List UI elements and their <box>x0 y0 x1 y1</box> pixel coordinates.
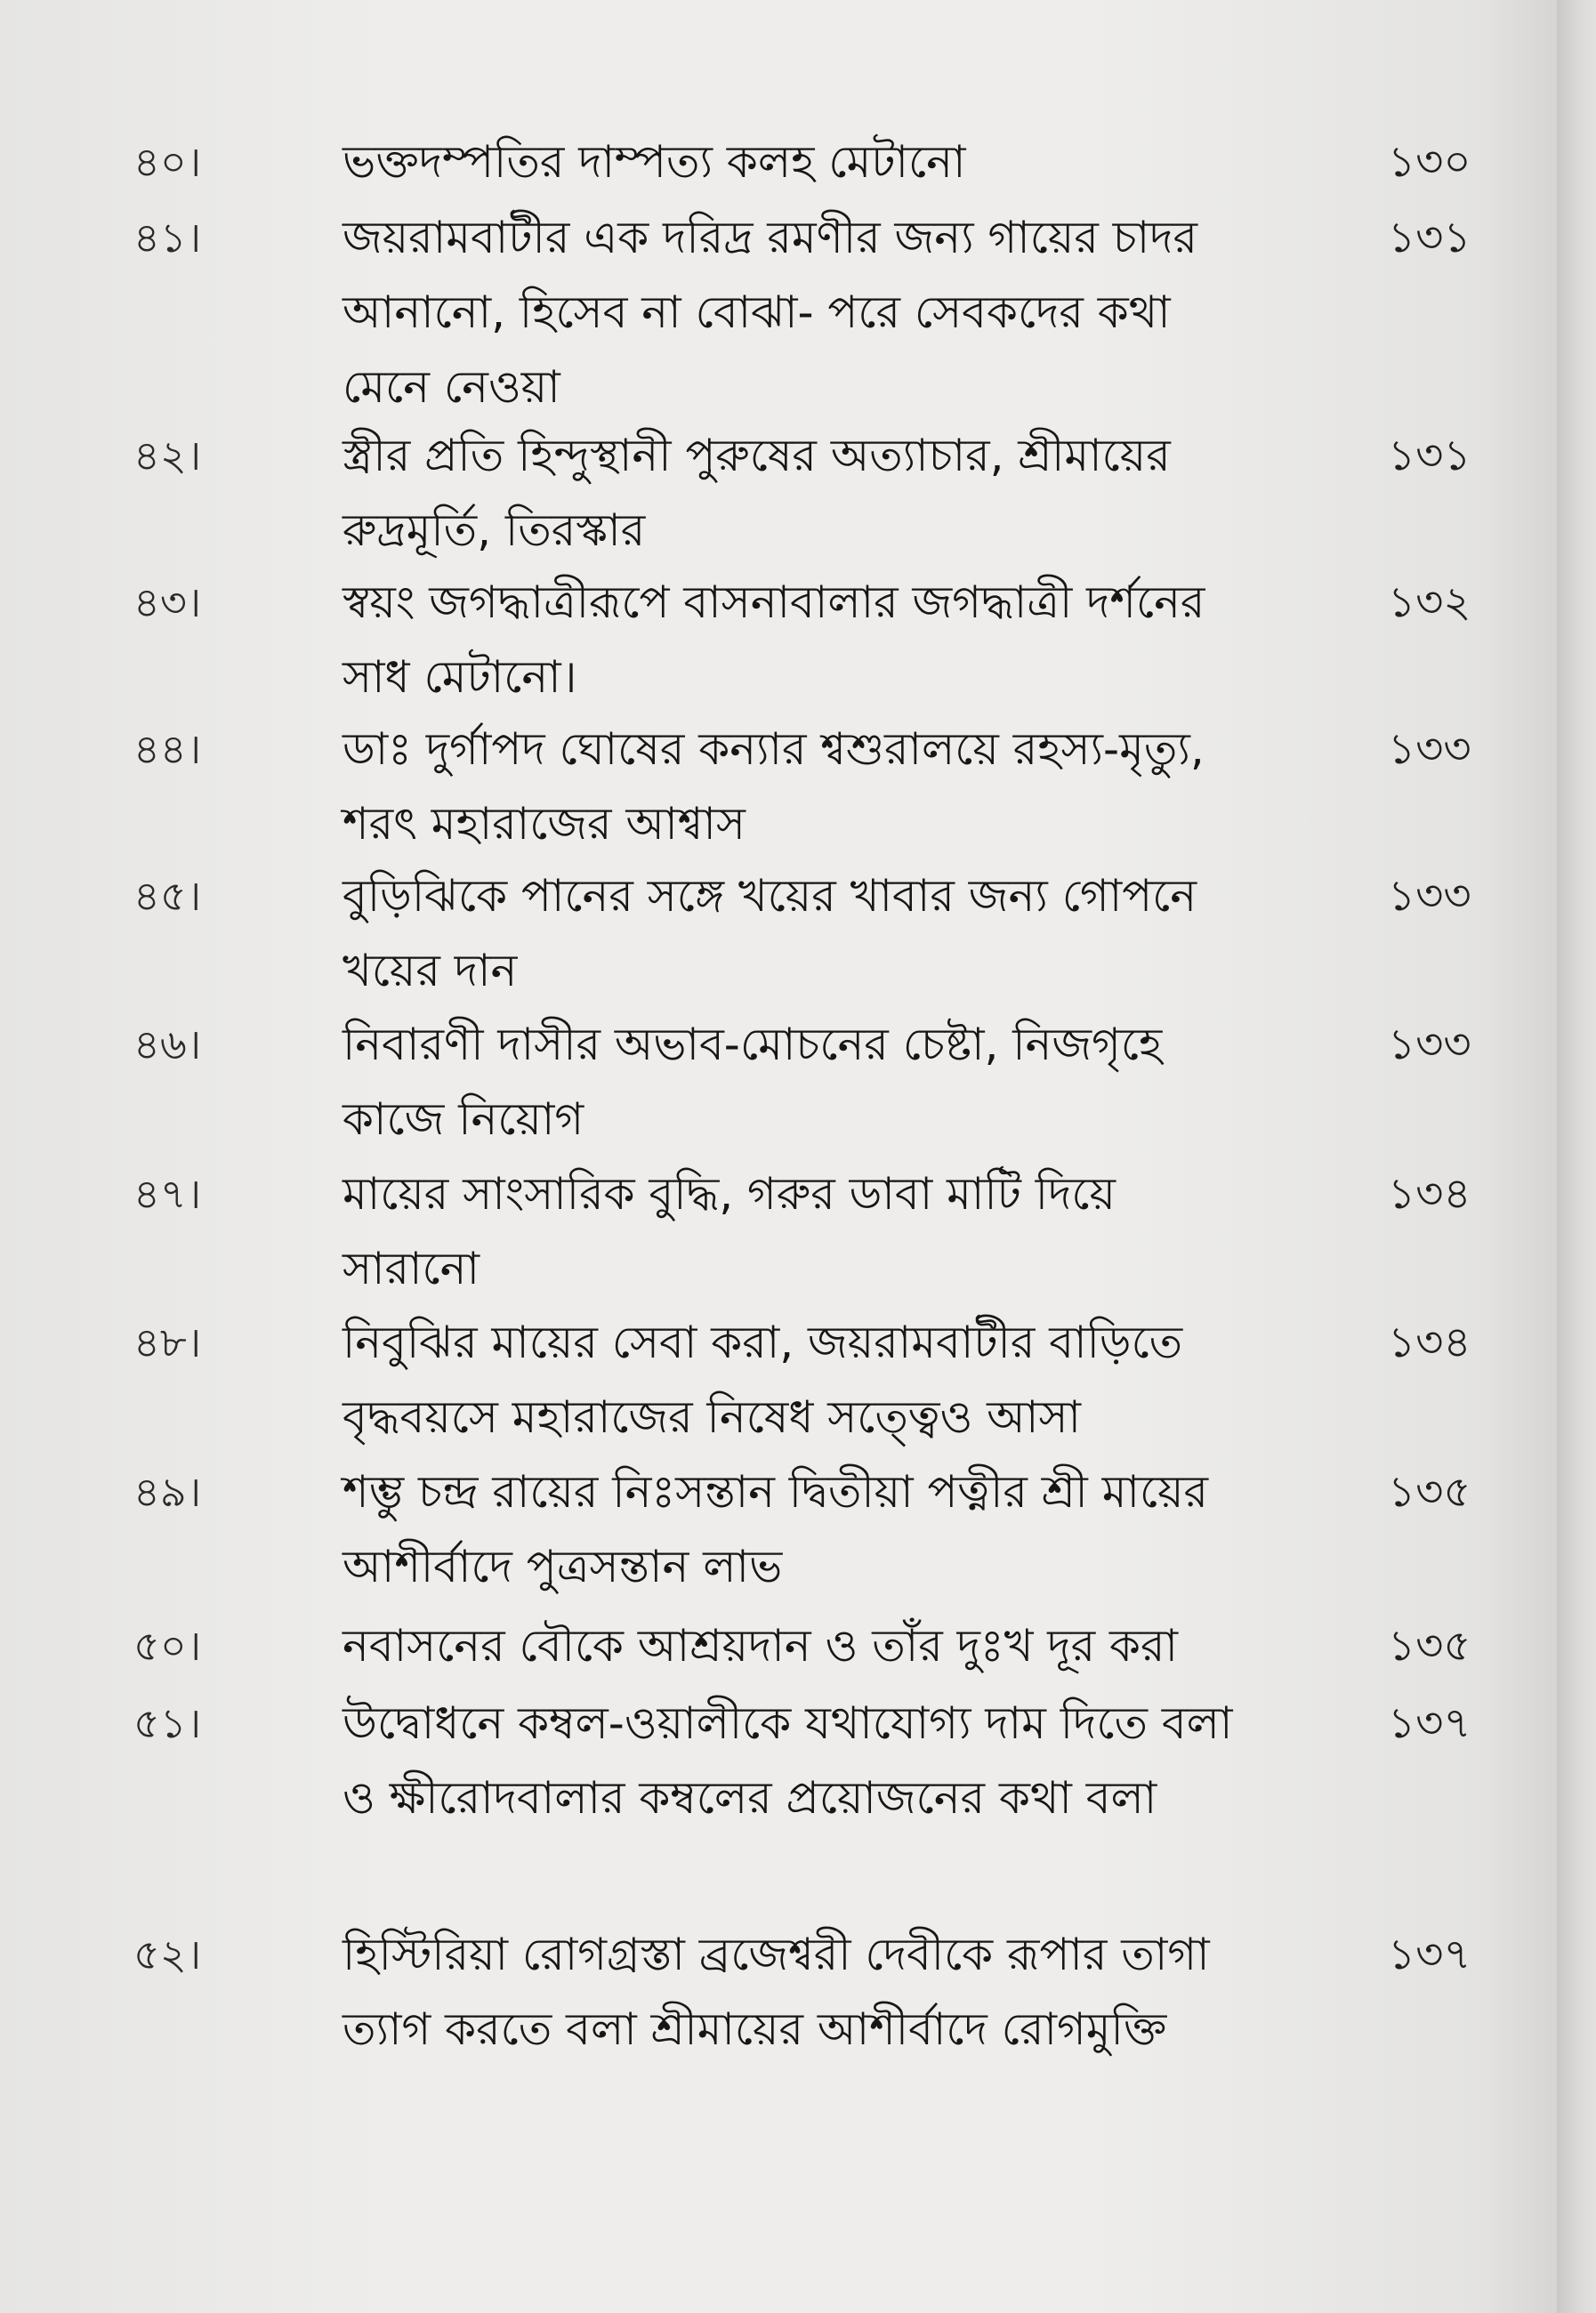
entry-title: নবাসনের বৌকে আশ্রয়দান ও তাঁর দুঃখ দূর করা <box>343 1620 1178 1672</box>
entry-number: ৪০। <box>133 138 202 186</box>
entry-number: ৪৬। <box>133 1020 202 1068</box>
entry-page: ১৩৭ <box>1388 1698 1471 1748</box>
entry-title: মায়ের সাংসারিক বুদ্ধি, গরুর ডাবা মাটি দিয়ে সারানো <box>343 1168 1116 1294</box>
entry-page: ১৩৫ <box>1388 1621 1471 1671</box>
entry-number: ৪৪। <box>133 725 202 773</box>
entry-page: ১৩৩ <box>1388 1019 1471 1069</box>
entry-page: ১৩০ <box>1388 137 1471 187</box>
entry-number: ৫০। <box>133 1622 202 1670</box>
entry-title: হিস্টিরিয়া রোগগ্রস্তা ব্রজেশ্বরী দেবীকে রূপার তাগা ত্যাগ করতে বলা শ্রীমায়ের আশীর্বাদে রোগমুক্তি <box>343 1929 1210 2055</box>
entry-number: ৫২। <box>133 1930 202 1979</box>
entry-number: ৪৯। <box>133 1468 202 1516</box>
entry-page: ১৩৪ <box>1388 1169 1471 1219</box>
entry-page: ১৩২ <box>1388 577 1471 627</box>
entry-title: উদ্বোধনে কম্বল-ওয়ালীকে যথাযোগ্য দাম দিতে বলা ও ক্ষীরোদবালার কম্বলের প্রয়োজনের কথা বলা <box>343 1697 1233 1824</box>
entry-title: নিবারণী দাসীর অভাব-মোচনের চেষ্টা, নিজগৃহে কাজে নিয়োগ <box>343 1019 1163 1145</box>
entry-title: নিবুঝির মায়ের সেবা করা, জয়রামবাটীর বাড়িতে বৃদ্ধবয়সে মহারাজের নিষেধ সত্ত্বেও আসা <box>343 1317 1183 1443</box>
entry-page: ১৩১ <box>1388 213 1471 262</box>
entry-title: স্ত্রীর প্রতি হিন্দুস্থানী পুরুষের অত্যাচার, শ্রীমায়ের রুদ্রমূর্তি, তিরস্কার <box>343 430 1171 556</box>
entry-title: স্বয়ং জগদ্ধাত্রীরূপে বাসনাবালার জগদ্ধাত্রী দর্শনের সাধ মেটানো। <box>343 576 1205 703</box>
entry-page: ১৩৭ <box>1388 1930 1471 1979</box>
entry-title: জয়রামবাটীর এক দরিদ্র রমণীর জন্য গায়ের চাদর আনানো, হিসেব না বোঝা- পরে সেবকদের কথা মেনে নেওয়া <box>343 212 1197 413</box>
entry-title: বুড়িঝিকে পানের সঙ্গে খয়ের খাবার জন্য গোপনে খয়ের দান <box>343 870 1197 996</box>
entry-number: ৪৫। <box>133 872 202 920</box>
entry-number: ৫১। <box>133 1699 202 1747</box>
entry-page: ১৩৪ <box>1388 1318 1471 1367</box>
entry-number: ৪৭। <box>133 1170 202 1218</box>
entry-number: ৪৩। <box>133 578 202 626</box>
entry-page: ১৩৫ <box>1388 1467 1471 1517</box>
entry-title: ভক্তদম্পতির দাম্পত্য কলহ মেটানো <box>343 136 966 188</box>
entry-number: ৪৮। <box>133 1318 202 1366</box>
entry-page: ১৩১ <box>1388 431 1471 480</box>
entry-title: ডাঃ দুর্গাপদ ঘোষের কন্যার শ্বশুরালয়ে রহস্য-মৃত্যু, শরৎ মহারাজের আশ্বাস <box>343 723 1205 850</box>
page-edge <box>1557 0 1596 2313</box>
entry-number: ৪১। <box>133 214 202 262</box>
entry-title: শম্ভু চন্দ্র রায়ের নিঃসন্তান দ্বিতীয়া পত্নীর শ্রী মায়ের আশীর্বাদে পুত্রসন্তান লাভ <box>343 1466 1209 1592</box>
entry-number: ৪২। <box>133 431 202 480</box>
entry-page: ১৩৩ <box>1388 724 1471 774</box>
entry-page: ১৩৩ <box>1388 871 1471 921</box>
